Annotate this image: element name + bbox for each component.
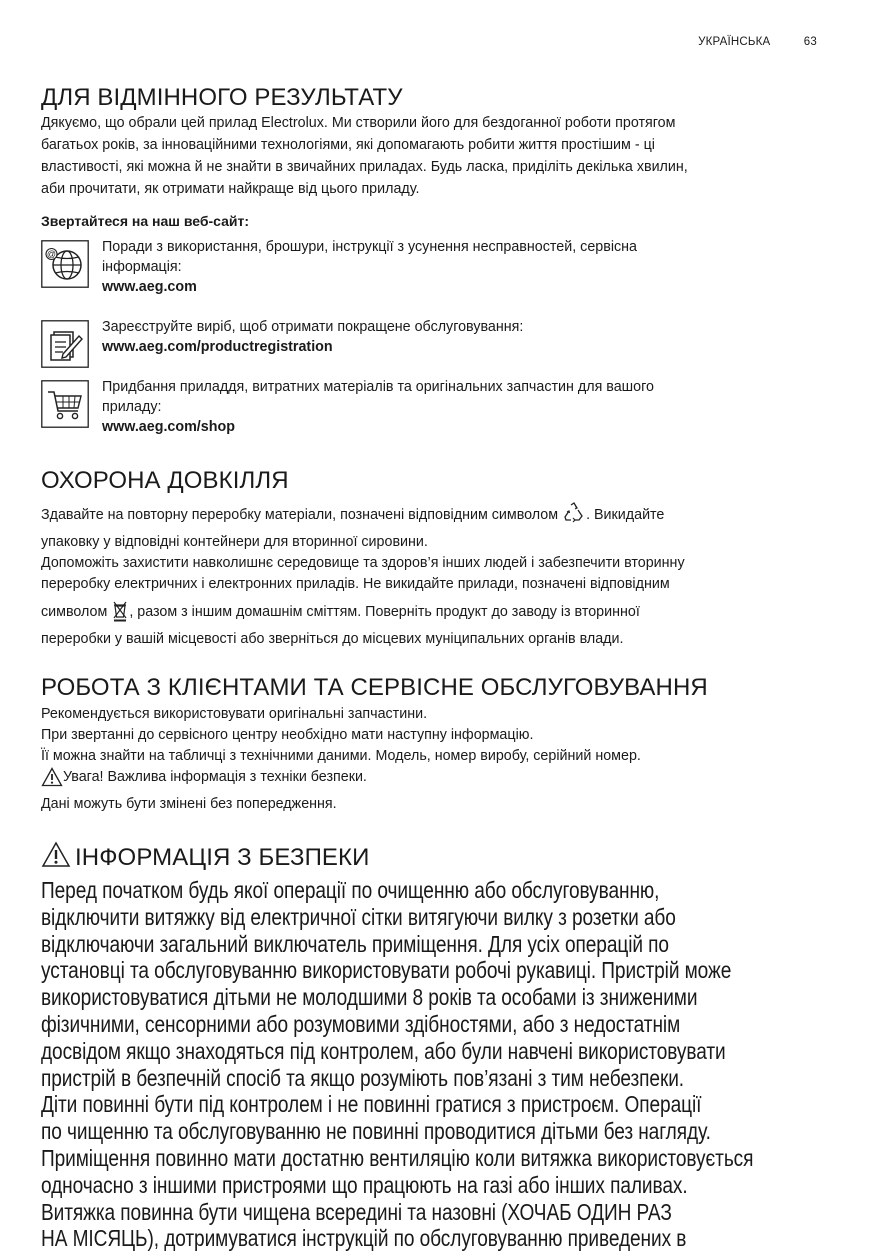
contact-item-text: Зареєструйте виріб, щоб отримати покращене обслуговування: <box>102 319 524 335</box>
safety-line: установці та обслуговуванню використовувати робочі рукавиці. Пристрій може <box>41 957 732 984</box>
intro-section <box>41 84 826 437</box>
shop-link[interactable]: www.aeg.com/shop <box>102 419 235 435</box>
page-number: 63 <box>803 36 817 48</box>
contact-item-text: Поради з використання, брошури, інструкції з усунення несправностей, сервісна <box>102 239 637 255</box>
service-warning-line <box>41 767 826 794</box>
crossed-bin-icon <box>111 600 129 629</box>
environment-text: символом <box>41 604 108 620</box>
intro-line: багатьох років, за інноваційними технологіями, які допомагають робити життя простішим - ці <box>41 137 655 153</box>
safety-line: досвідом якщо знаходяться під контролем, або були навчені використовувати <box>41 1037 726 1064</box>
environment-title: ОХОРОНА ДОВКІЛЛЯ <box>41 467 289 494</box>
contact-item-info <box>41 237 826 297</box>
page-content <box>41 84 826 1252</box>
safety-line: одночасно з іншими пристроями що працюють на газі або інших паливах. <box>41 1171 688 1198</box>
recycle-icon <box>562 501 586 532</box>
svg-text:@: @ <box>46 249 57 259</box>
environment-line: упаковку у відповідні контейнери для вторинної сировини. <box>41 534 428 550</box>
safety-line: відключаючи загальний виключатель приміщення. Для усіх операцій по <box>41 930 669 957</box>
language-label: УКРАЇНСЬКА <box>698 36 771 48</box>
service-section <box>41 674 826 815</box>
service-line: При звертанні до сервісного центру необхідно мати наступну інформацію. <box>41 727 534 743</box>
service-line: Дані можуть бути змінені без попередження. <box>41 796 337 812</box>
intro-line: властивості, які можна й не знайти в звичайних приладах. Будь ласка, приділіть декілька хвилин, <box>41 159 688 175</box>
service-warning-text: Увага! Важлива інформація з техніки безпеки. <box>63 769 367 785</box>
safety-title <box>41 841 826 875</box>
environment-line: Допоможіть захистити навколишнє середовище та здоров’я інших людей і забезпечити вторинну <box>41 555 685 571</box>
registration-icon <box>41 320 89 368</box>
website-link[interactable]: www.aeg.com <box>102 279 197 295</box>
safety-line: Приміщення повинно мати достатню вентиляцію коли витяжка використовується <box>41 1144 754 1171</box>
safety-title-text: ІНФОРМАЦІЯ З БЕЗПЕКИ <box>75 844 370 871</box>
contact-label: Звертайтеся на наш веб-сайт: <box>41 213 250 229</box>
intro-line: Дякуємо, що обрали цей прилад Electrolux. Ми створили його для бездоганної роботи протягом <box>41 115 676 131</box>
globe-icon <box>41 240 89 288</box>
safety-line: Діти повинні бути під контролем і не повинні гратися з пристроєм. Операції <box>41 1091 702 1118</box>
safety-line: відключити витяжку від електричної сітки витягуючи вилку з розетки або <box>41 903 676 930</box>
safety-section <box>41 841 826 1252</box>
safety-line: використовуватися дітьми не молодшими 8 років та особами із зниженими <box>41 984 698 1011</box>
contact-item-text: приладу: <box>102 399 162 415</box>
intro-text <box>41 112 826 200</box>
contact-item-text: Придбання приладдя, витратних матеріалів та оригінальних запчастин для вашого <box>102 379 654 395</box>
page-header <box>698 36 817 48</box>
environment-text: , разом з іншим домашнім сміттям. Поверніть продукт до заводу із вторинної <box>129 604 640 620</box>
environment-text: . Викидайте <box>586 507 665 523</box>
shopping-cart-icon <box>41 380 89 428</box>
environment-section <box>41 467 826 650</box>
safety-line: Витяжка повинна бути чищена всередині та назовні (ХОЧАБ ОДИН РАЗ <box>41 1198 672 1225</box>
environment-line: переробки у вашій місцевості або зверніться до місцевих муніципальних органів влади. <box>41 631 624 647</box>
safety-text <box>41 877 817 1252</box>
contact-item-registration <box>41 317 826 357</box>
safety-line: Перед початком будь якої операції по очищенню або обслуговуванню, <box>41 877 660 903</box>
intro-line: аби прочитати, як отримати найкраще від цього приладу. <box>41 181 420 197</box>
safety-line: пристрій в безпечній спосіб та якщо розуміють пов’язані з тим небезпеки. <box>41 1064 685 1091</box>
environment-line <box>41 501 826 532</box>
safety-line: по чищенню та обслуговуванню не повинні проводитися дітьми без нагляду. <box>41 1118 711 1145</box>
service-title: РОБОТА З КЛІЄНТАМИ ТА СЕРВІСНЕ ОБСЛУГОВУВАННЯ <box>41 674 708 701</box>
intro-title: ДЛЯ ВІДМІННОГО РЕЗУЛЬТАТУ <box>41 84 403 111</box>
environment-text: Здавайте на повторну переробку матеріали, позначені відповідним символом <box>41 507 559 523</box>
contact-item-text: інформація: <box>102 259 182 275</box>
contact-item-shop <box>41 377 826 437</box>
warning-icon <box>41 841 71 875</box>
environment-line <box>41 600 826 629</box>
safety-line: НА МІСЯЦЬ), дотримуватися інструкцій по обслуговуванню приведених в <box>41 1225 687 1252</box>
safety-line: фізичними, сенсорними або розумовими здібностями, або з недостатнім <box>41 1010 681 1037</box>
service-line: Її можна знайти на табличці з технічними даними. Модель, номер виробу, серійний номер. <box>41 748 641 764</box>
environment-line: переробку електричних і електронних приладів. Не викидайте прилади, позначені відповідним <box>41 576 670 592</box>
warning-icon <box>41 767 63 794</box>
registration-link[interactable]: www.aeg.com/productregistration <box>102 339 333 355</box>
service-line: Рекомендується використовувати оригінальні запчастини. <box>41 706 428 722</box>
